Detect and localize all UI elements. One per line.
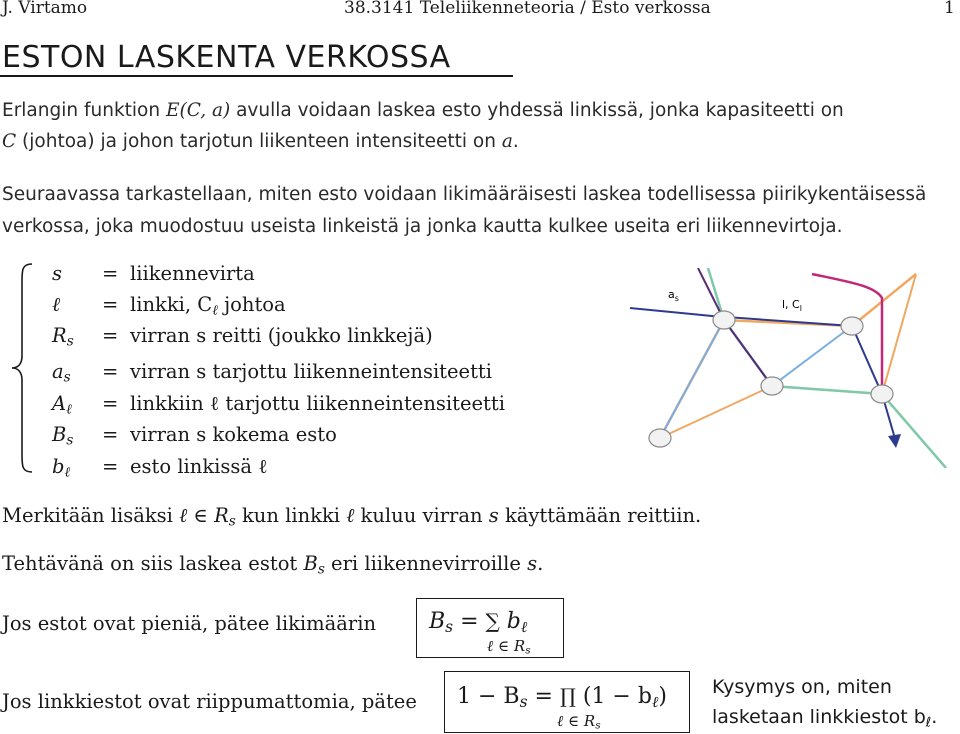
question-line-1: Kysymys on, miten xyxy=(712,676,892,698)
flow-arrowhead xyxy=(888,434,901,448)
flow-label: $a_s$ xyxy=(668,288,679,303)
question-line-2: lasketaan linkkiestot $b_\ell$. xyxy=(712,706,938,731)
formula2-box xyxy=(444,671,690,733)
note-merkitaan: Merkitään lisäksi ℓ ∈ $R_s$ kun linkki ℓ kuluu virran s käyttämään reittiin. xyxy=(2,504,702,530)
network-node xyxy=(713,311,735,329)
network-node xyxy=(871,385,893,403)
network-node xyxy=(649,429,671,447)
formula1-box xyxy=(416,598,564,658)
formula2-text: Jos linkkiestot ovat riippumattomia, pätee xyxy=(2,690,417,713)
formula1-text: Jos estot ovat pieniä, pätee likimäärin xyxy=(2,612,377,635)
intro-line-2: C (johtoa) ja johon tarjotun liikenteen intensiteetti on a. xyxy=(2,131,519,152)
intro-line-1: Erlangin funktion E(C, a) avulla voidaan laskea esto yhdessä linkissä, jonka kapasiteetti on xyxy=(2,100,844,121)
formula2-expression: $1 - B_s$ = ∏ $(1 - b_\ell)$ xyxy=(457,684,667,711)
definitions-brace xyxy=(8,262,38,474)
network-node xyxy=(841,317,863,335)
network-diagram xyxy=(620,268,954,468)
title-underline xyxy=(0,75,513,77)
note-tehtava: Tehtävänä on siis laskea estot $B_s$ eri liikennevirroille s. xyxy=(2,552,544,578)
course-title: 38.3141 Teleliikenneteoria / Esto verkossa xyxy=(344,0,711,18)
flow-route-purple xyxy=(698,268,772,386)
page-title: ESTON LASKENTA VERKOSSA xyxy=(2,40,451,75)
page-number: 1 xyxy=(944,0,955,18)
formula1-sum-range: ℓ ∈ $R_s$ xyxy=(487,637,531,657)
context-line-1: Seuraavassa tarkastellaan, miten esto voidaan likimääräisesti laskea todellisessa piirikykentäisessä xyxy=(2,184,927,205)
flow-route-lightblue xyxy=(660,320,852,438)
context-line-2: verkossa, joka muodostuu useista linkeistä ja jonka kautta kulkee useita eri liikennevirtoja. xyxy=(2,216,843,237)
link-label: l, $C_l$ xyxy=(782,298,802,313)
network-node xyxy=(761,377,783,395)
author: J. Virtamo xyxy=(2,0,88,18)
formula2-product-range: ℓ ∈ $R_s$ xyxy=(557,712,601,732)
formula1-expression: $B_s$ = ∑ $b_\ell$ xyxy=(429,609,528,636)
flow-route-green xyxy=(708,268,946,468)
